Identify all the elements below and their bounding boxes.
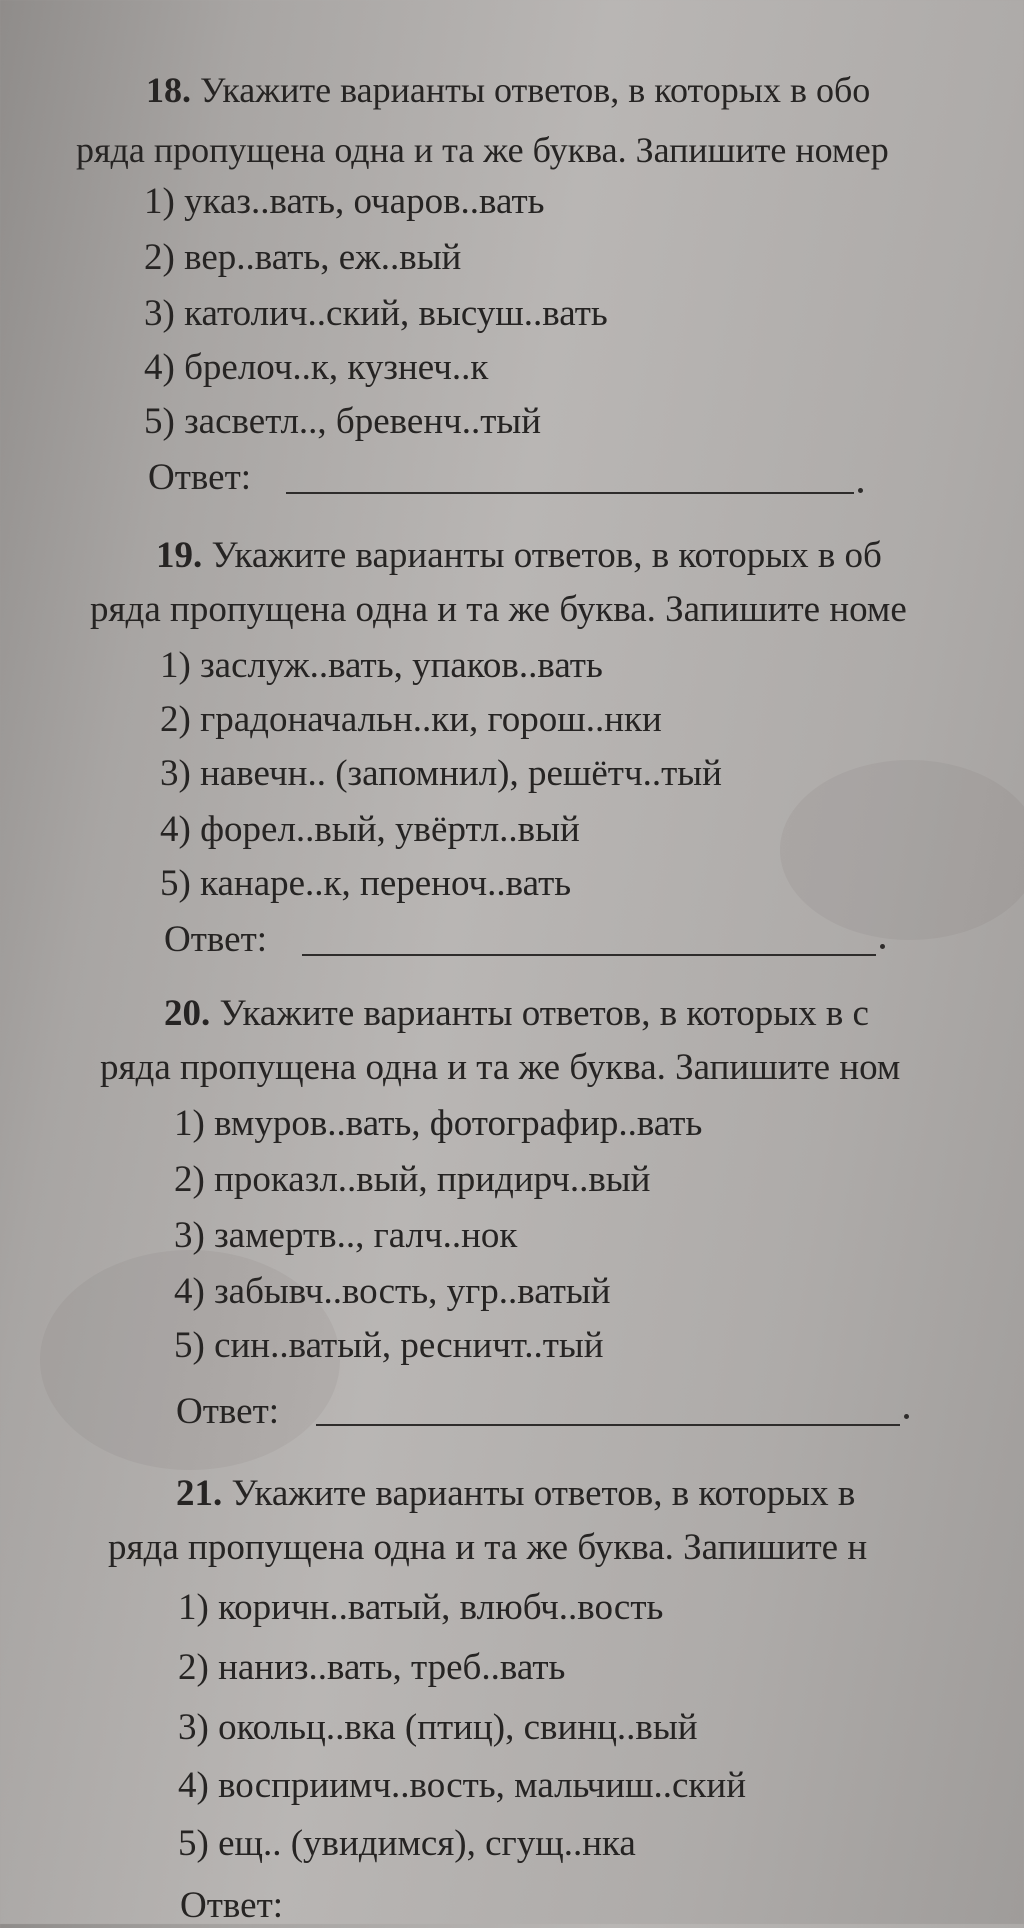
- answer-option-1: 1) вмуров..вать, фотографир..вать: [174, 1103, 703, 1144]
- answer-label: Ответ:: [148, 457, 252, 498]
- answer-option-2: 2) наниз..вать, треб..вать: [178, 1647, 566, 1688]
- task-number: 19.: [156, 535, 203, 576]
- answer-line: [302, 954, 876, 956]
- answer-option-3: 3) навечн.. (запомнил), решётч..тый: [160, 753, 722, 794]
- page-shadow: [780, 760, 1024, 940]
- answer-period: [880, 944, 885, 949]
- task-prompt-line1: [164, 992, 869, 1036]
- answer-label: Ответ:: [164, 919, 268, 960]
- answer-period: [858, 488, 863, 493]
- task-prompt-text: Укажите варианты ответов, в которых в с: [219, 993, 869, 1034]
- answer-label: Ответ:: [180, 1885, 284, 1926]
- answer-label: Ответ:: [176, 1391, 280, 1432]
- task-number: 20.: [164, 993, 211, 1034]
- task-prompt-text: Укажите варианты ответов, в которых в об: [211, 535, 882, 576]
- task-prompt-line2: ряда пропущена одна и та же буква. Запишите ном: [100, 1047, 901, 1088]
- answer-option-5: 5) канаре..к, переноч..вать: [160, 863, 572, 904]
- task-prompt-line1: [156, 534, 882, 578]
- answer-option-4: 4) забывч..вость, угр..ватый: [174, 1271, 611, 1312]
- task-prompt-line2: ряда пропущена одна и та же буква. Запишите н: [108, 1527, 868, 1568]
- answer-option-1: 1) коричн..ватый, влюбч..вость: [178, 1587, 664, 1628]
- answer-option-5: 5) ещ.. (увидимся), сгущ..нка: [178, 1823, 636, 1864]
- answer-option-2: 2) проказл..вый, придирч..вый: [174, 1159, 651, 1200]
- answer-option-1: 1) указ..вать, очаров..вать: [144, 181, 545, 222]
- answer-period: [904, 1414, 909, 1419]
- answer-option-5: 5) син..ватый, ресничт..тый: [174, 1325, 604, 1366]
- task-prompt-text: Укажите варианты ответов, в которых в обо: [200, 70, 871, 110]
- task-prompt-line1: [176, 1472, 855, 1516]
- answer-line: [286, 492, 854, 494]
- answer-option-2: 2) вер..вать, еж..вый: [144, 237, 462, 278]
- task-number: 21.: [176, 1473, 223, 1514]
- task-prompt-line2: ряда пропущена одна и та же буква. Запишите номе: [90, 589, 907, 630]
- answer-option-3: 3) замертв.., галч..нок: [174, 1215, 518, 1256]
- answer-option-2: 2) градоначальн..ки, горош..нки: [160, 699, 662, 740]
- answer-option-4: 4) брелоч..к, кузнеч..к: [144, 347, 489, 388]
- answer-option-5: 5) засветл.., бревенч..тый: [144, 401, 542, 442]
- task-prompt-line2: ряда пропущена одна и та же буква. Запишите номер: [76, 130, 889, 170]
- answer-option-4: 4) восприимч..вость, мальчиш..ский: [178, 1765, 746, 1806]
- answer-option-4: 4) форел..вый, увёртл..вый: [160, 809, 580, 850]
- answer-option-1: 1) заслуж..вать, упаков..вать: [160, 645, 603, 686]
- task-prompt-text: Укажите варианты ответов, в которых в: [231, 1473, 856, 1514]
- task-number: 18.: [146, 70, 191, 110]
- answer-line: [316, 1424, 900, 1426]
- answer-option-3: 3) окольц..вка (птиц), свинц..вый: [178, 1707, 698, 1748]
- answer-option-3: 3) католич..ский, высуш..вать: [144, 293, 608, 334]
